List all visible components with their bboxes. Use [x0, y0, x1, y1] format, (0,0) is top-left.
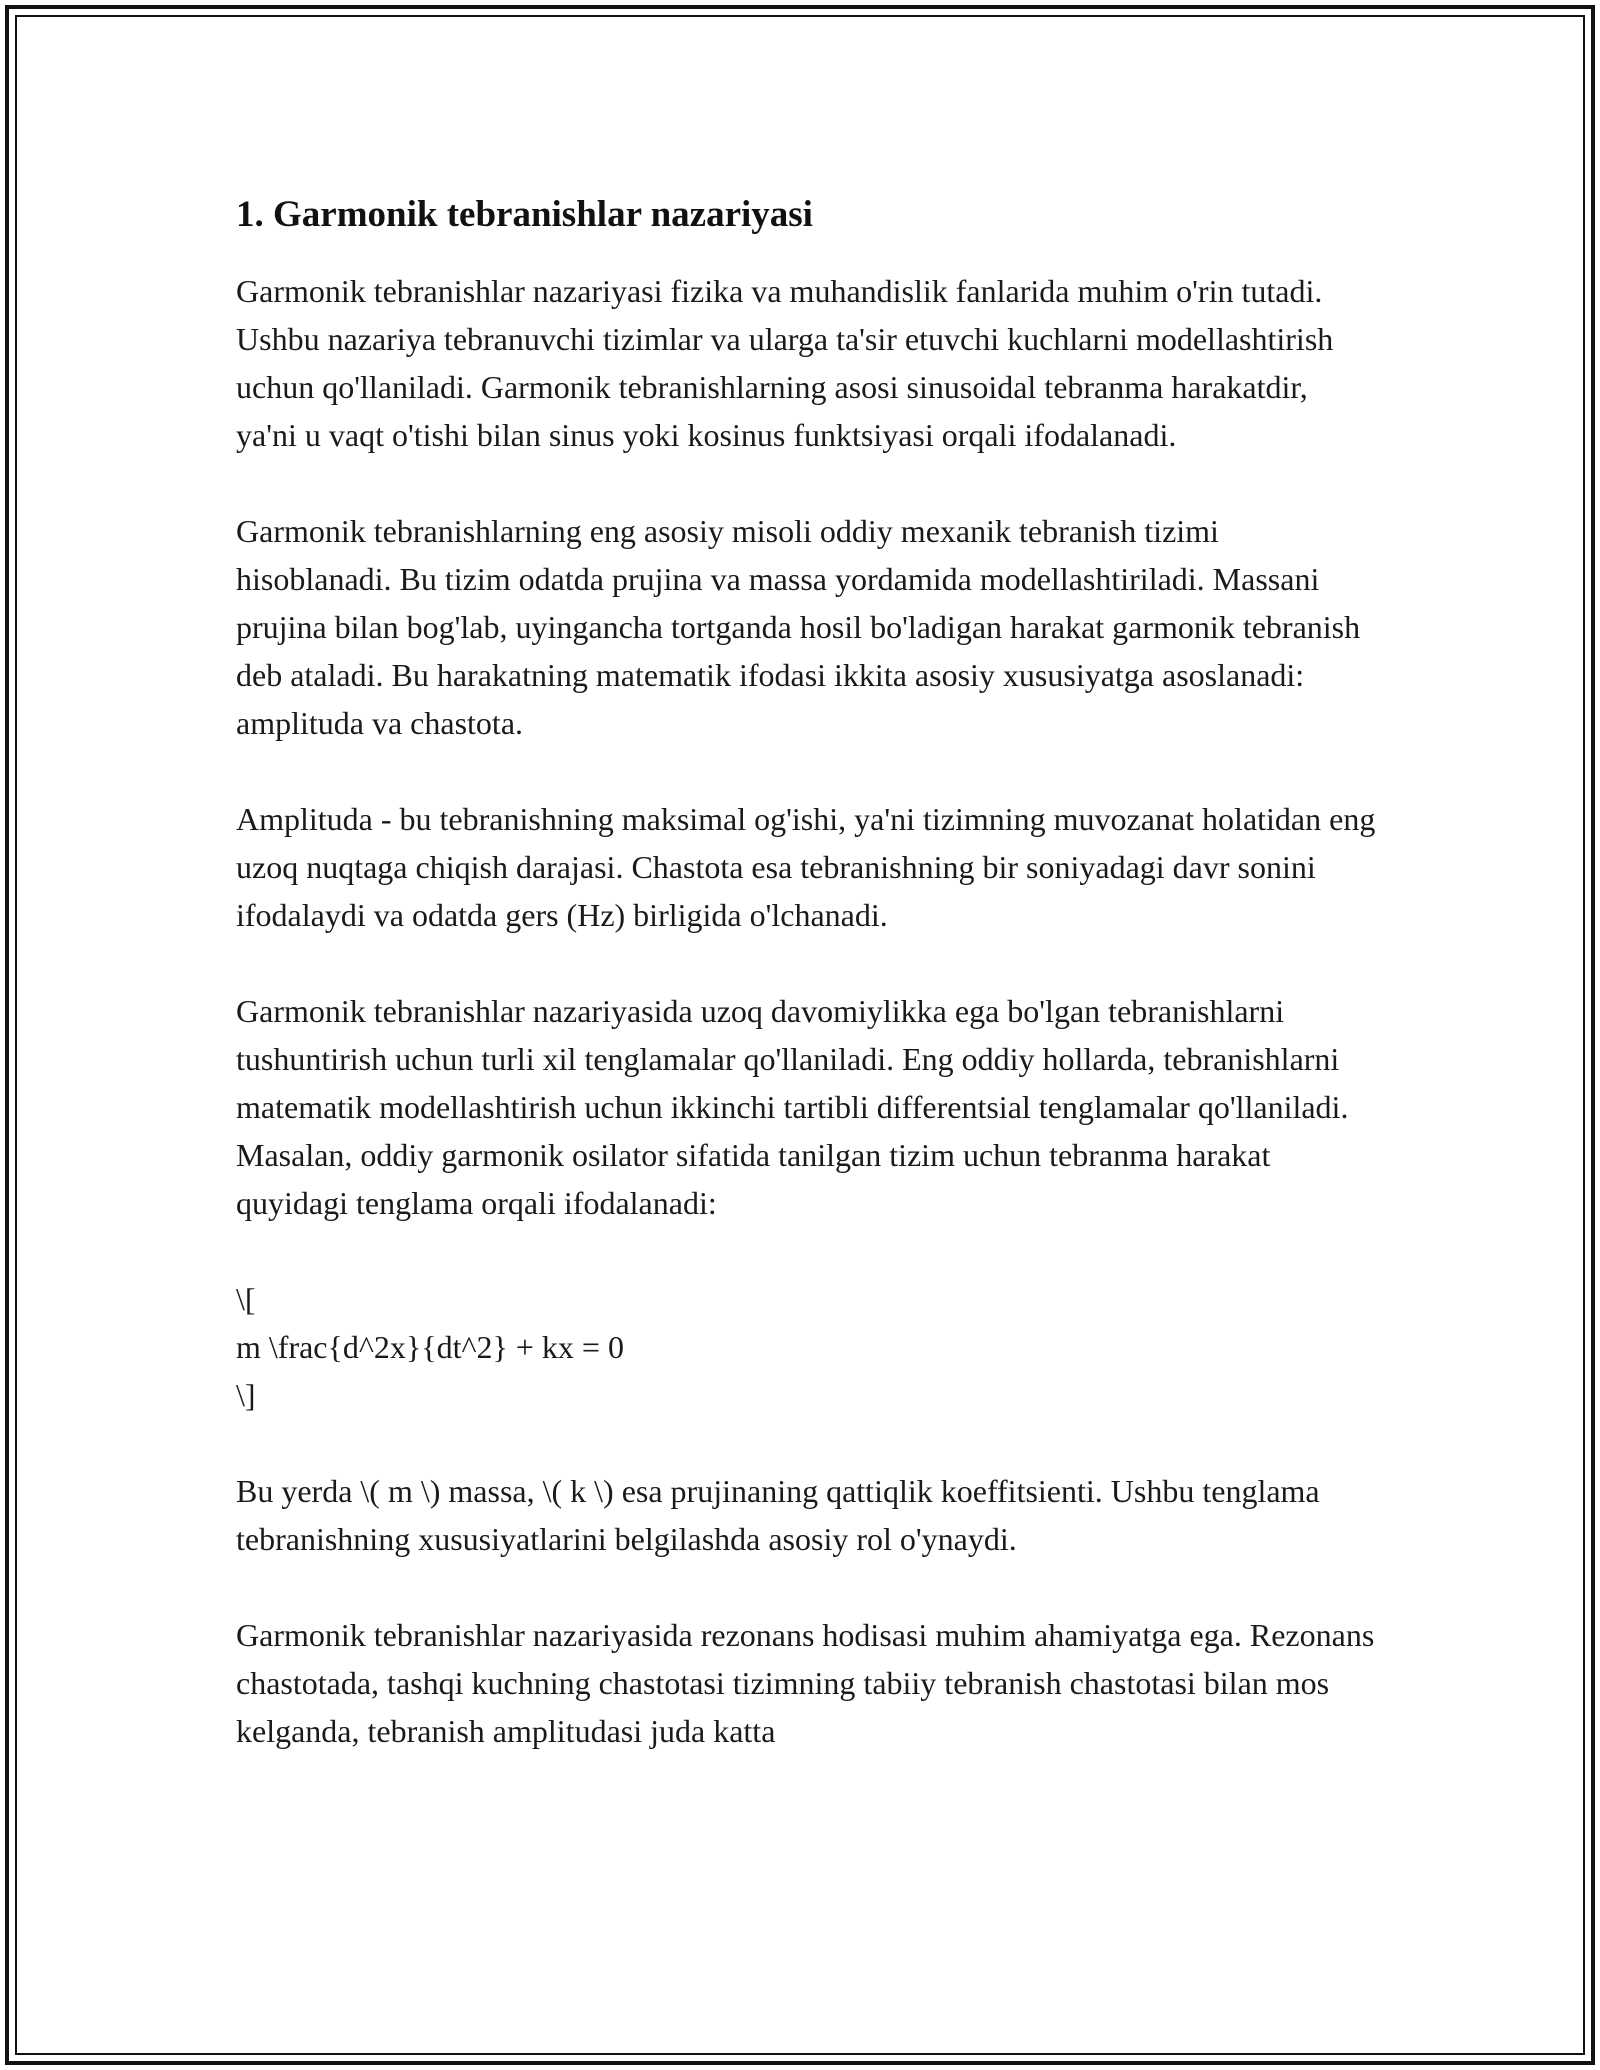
equation-close-delimiter: \]	[236, 1377, 256, 1413]
section-heading: 1. Garmonik tebranishlar nazariyasi	[236, 194, 813, 235]
paragraph-mechanical-example: Garmonik tebranishlarning eng asosiy misoli oddiy mexanik tebranish tizimi hisoblanadi. Bu tizim odatda prujina va massa yordamida modellashtiriladi. Massani prujina bilan bog'lab, uyingancha tortganda hosil bo'ladigan harakat garmonik tebranish deb ataladi. Bu harakatning matematik ifodasi ikkita asosiy xususiyatga asoslanadi: amplituda va chastota.	[236, 513, 1361, 741]
paragraph-differential-equations: Garmonik tebranishlar nazariyasida uzoq davomiylikka ega bo'lgan tebranishlarni tushuntirish uchun turli xil tenglamalar qo'llaniladi. Eng oddiy hollarda, tebranishlarni matematik modellashtirish uchun ikkinchi tartibli differentsial tenglamalar qo'llaniladi. Masalan, oddiy garmonik osilator sifatida tanilgan tizim uchun tebranma harakat quyidagi tenglama orqali ifodalanadi:	[236, 993, 1349, 1221]
equation-body: m \frac{d^2x}{dt^2} + kx = 0	[236, 1329, 624, 1365]
paragraph-equation-explanation: Bu yerda \( m \) massa, \( k \) esa prujinaning qattiqlik koeffitsienti. Ushbu tenglama tebranishning xususiyatlarini belgilashda asosiy rol o'ynaydi.	[236, 1473, 1320, 1557]
equation-open-delimiter: \[	[236, 1281, 256, 1317]
document-body	[236, 185, 1376, 1803]
paragraph-amplitude-frequency: Amplituda - bu tebranishning maksimal og'ishi, ya'ni tizimning muvozanat holatidan eng uzoq nuqtaga chiqish darajasi. Chastota esa tebranishning bir soniyadagi davr sonini ifodalaydi va odatda gers (Hz) birligida o'lchanadi.	[236, 801, 1376, 933]
equation-block	[236, 1275, 1376, 1419]
paragraph-intro: Garmonik tebranishlar nazariyasi fizika va muhandislik fanlarida muhim o'rin tutadi. Ushbu nazariya tebranuvchi tizimlar va ularga ta'sir etuvchi kuchlarni modellashtirish uchun qo'llaniladi. Garmonik tebranishlarning asosi sinusoidal tebranma harakatdir, ya'ni u vaqt o'tishi bilan sinus yoki kosinus funktsiyasi orqali ifodalanadi.	[236, 273, 1334, 453]
paragraph-resonance: Garmonik tebranishlar nazariyasida rezonans hodisasi muhim ahamiyatga ega. Rezonans chastotada, tashqi kuchning chastotasi tizimning tabiiy tebranish chastotasi bilan mos kelganda, tebranish amplitudasi juda katta	[236, 1617, 1375, 1749]
